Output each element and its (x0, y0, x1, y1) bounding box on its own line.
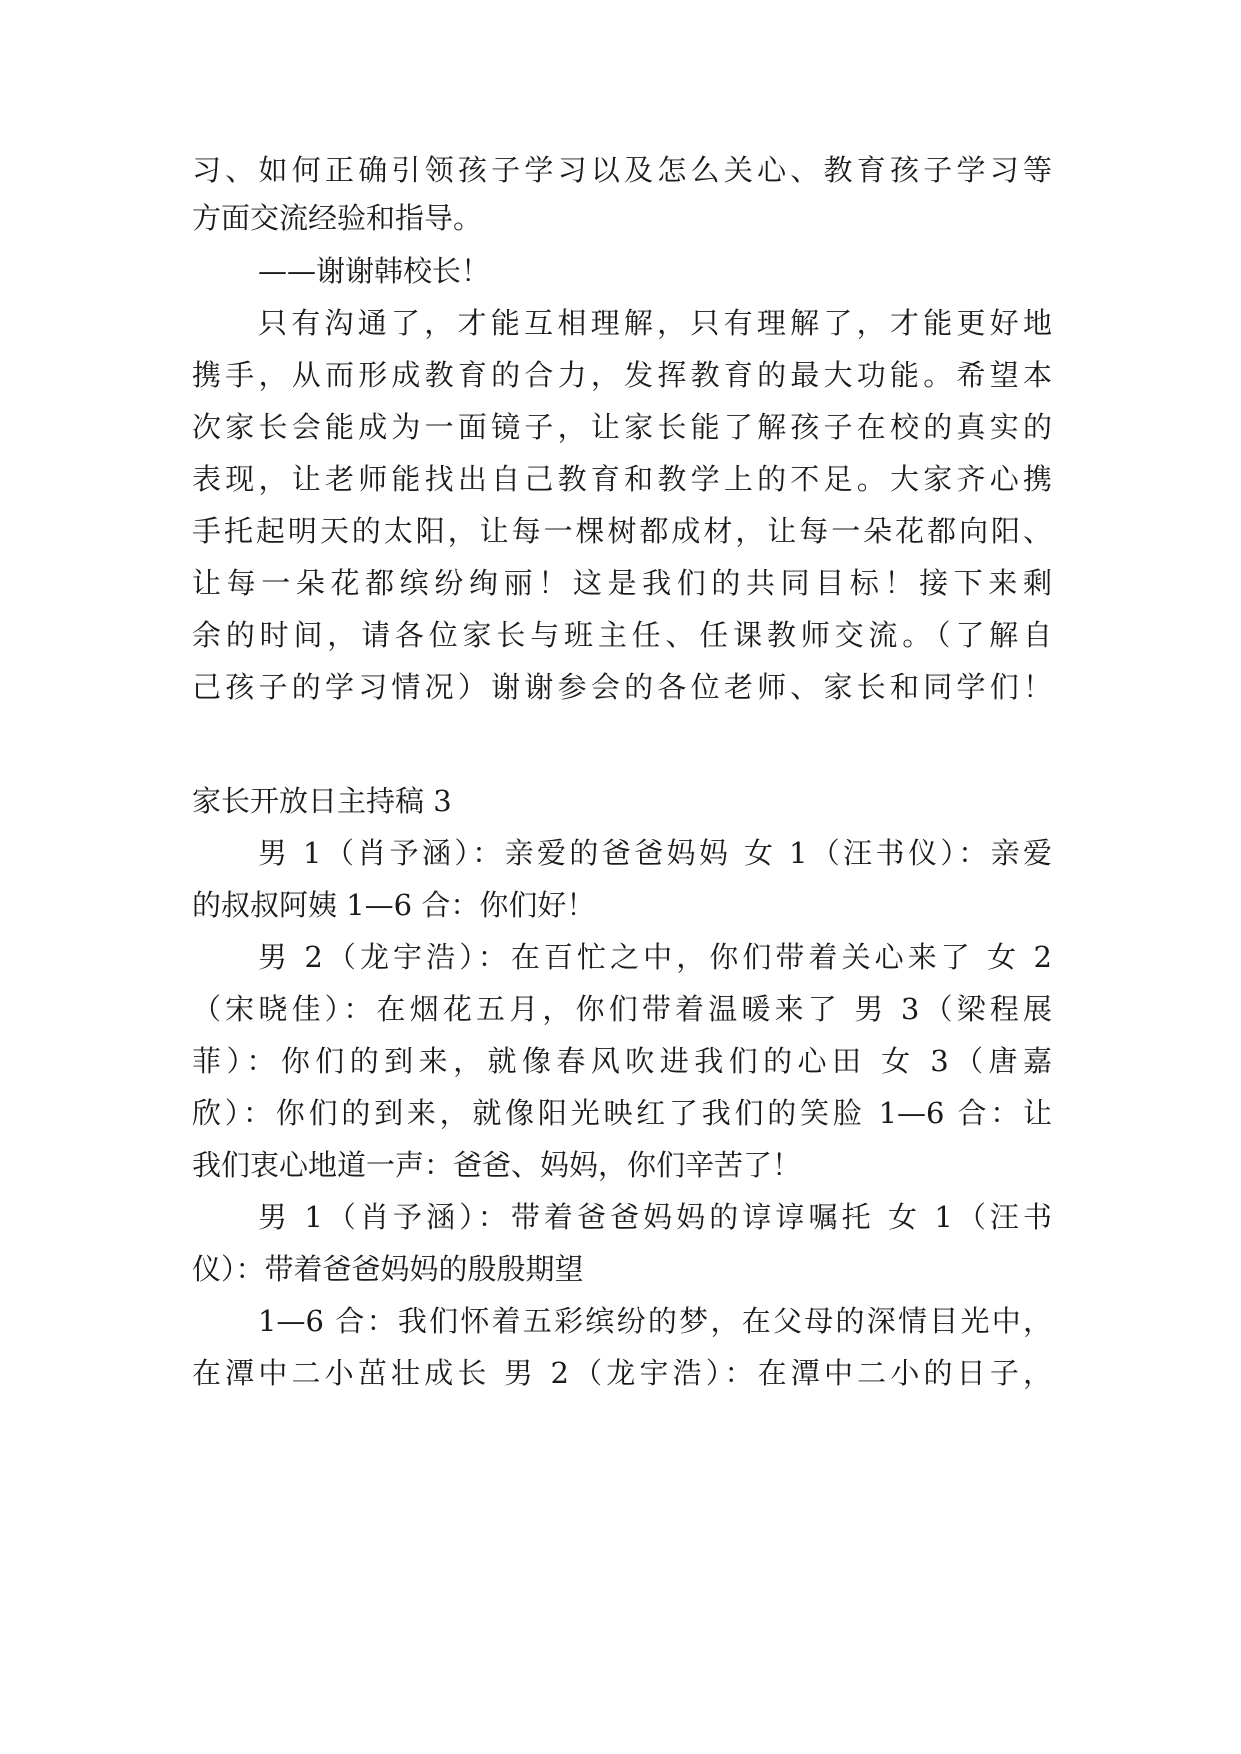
text-line: 余的时间，请各位家长与班主任、任课教师交流。（了解自 (192, 618, 1052, 652)
text-line: 我们衷心地道一声：爸爸、妈妈，你们辛苦了！ (192, 1148, 802, 1182)
text-line: 手托起明天的太阳，让每一棵树都成材，让每一朵花都向阳、 (192, 514, 1052, 548)
text-line: 的叔叔阿姨 1—6 合：你们好！ (192, 888, 596, 922)
text-line: 男 1（肖予涵）：带着爸爸妈妈的谆谆嘱托 女 1（汪书 (258, 1200, 1052, 1234)
text-line: 男 2（龙宇浩）：在百忙之中，你们带着关心来了 女 2 (258, 940, 1052, 974)
text-line: 男 1（肖予涵）：亲爱的爸爸妈妈 女 1（汪书仪）：亲爱 (258, 836, 1052, 870)
text-line: 在潭中二小茁壮成长 男 2（龙宇浩）：在潭中二小的日子， (192, 1356, 1052, 1390)
section-title: 家长开放日主持稿 3 (192, 784, 452, 818)
text-line: 让每一朵花都缤纷绚丽！这是我们的共同目标！接下来剩 (192, 566, 1052, 600)
text-line: 方面交流经验和指导。 (192, 201, 483, 235)
text-line: 携手，从而形成教育的合力，发挥教育的最大功能。希望本 (192, 358, 1052, 392)
text-line: 仪）：带着爸爸妈妈的殷殷期望 (192, 1252, 584, 1286)
text-line: 表现，让老师能找出自己教育和教学上的不足。大家齐心携 (192, 462, 1052, 496)
text-line: 次家长会能成为一面镜子，让家长能了解孩子在校的真实的 (192, 410, 1052, 444)
text-line: 习、如何正确引领孩子学习以及怎么关心、教育孩子学习等 (192, 153, 1052, 187)
text-line: （宋晓佳）：在烟花五月，你们带着温暖来了 男 3（梁程展 (192, 992, 1052, 1026)
text-line: 1—6 合：我们怀着五彩缤纷的梦，在父母的深情目光中， (258, 1304, 1052, 1338)
text-line: 只有沟通了，才能互相理解，只有理解了，才能更好地 (258, 306, 1052, 340)
text-line: ——谢谢韩校长！ (258, 254, 491, 288)
text-line: 欣）：你们的到来，就像阳光映红了我们的笑脸 1—6 合：让 (192, 1096, 1052, 1130)
text-line: 菲）：你们的到来，就像春风吹进我们的心田 女 3（唐嘉 (192, 1044, 1052, 1078)
text-line: 己孩子的学习情况）谢谢参会的各位老师、家长和同学们！ (192, 670, 1052, 704)
